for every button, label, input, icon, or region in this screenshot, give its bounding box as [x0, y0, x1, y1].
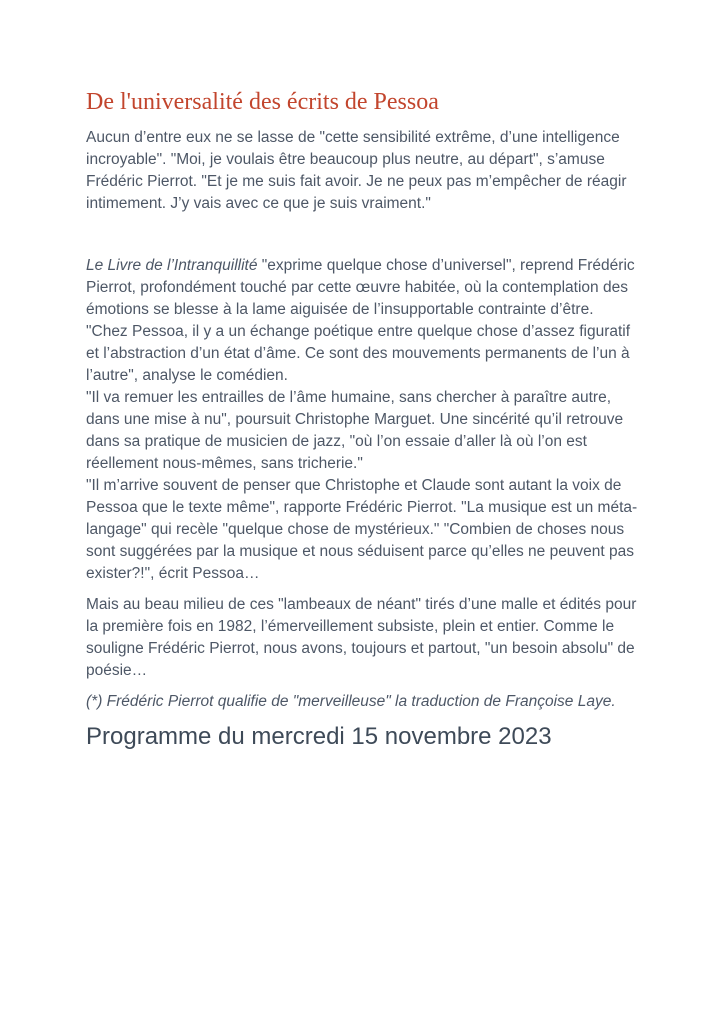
program-heading: Programme du mercredi 15 novembre 2023: [86, 722, 552, 750]
article-paragraph-2: [86, 255, 638, 387]
article-paragraph-4: [86, 475, 638, 585]
paragraph-text: Aucun d’entre eux ne se lasse de "cette sensibilité extrême, d’une intelligence incroyable". "Moi, je voulais être beaucoup plus neutre, au départ", s’amuse Frédéric Pierrot. "Et je me suis fait avoir. Je ne peux pas m’empêcher de réagir intimement. J’y vais avec ce que je suis vraiment.": [86, 128, 627, 212]
paragraph-text: Mais au beau milieu de ces "lambeaux de néant" tirés d’une malle et édités pour la première fois en 1982, l’émerveillement subsiste, plein et entier. Comme le souligne Frédéric Pierrot, nous avons, toujours et partout, "un besoin absolu" de poésie…: [86, 595, 637, 679]
paragraph-text: "exprime quelque chose d’universel", reprend Frédéric Pierrot, profondément touché par cette œuvre habitée, où la contemplation des émotions se blesse à la lame aiguisée de l’insupportable contrainte d’être. "Chez Pessoa, il y a un échange poétique entre quelque chose d’assez figuratif et l’abstraction d’un état d’âme. Ce sont des mouvements permanents de l’un à l’autre", analyse le comédien.: [86, 256, 635, 384]
article-title: De l'universalité des écrits de Pessoa: [86, 89, 439, 115]
article-paragraph-3: [86, 387, 638, 475]
article-paragraph-1: [86, 127, 638, 215]
paragraph-text: "Il va remuer les entrailles de l’âme humaine, sans chercher à paraître autre, dans une mise à nu", poursuit Christophe Marguet. Une sincérité qu’il retrouve dans sa pratique de musicien de jazz, "où l’on essaie d’aller là où l’on est réellement nous-mêmes, sans tricherie.": [86, 388, 624, 472]
article-footnote: (*) Frédéric Pierrot qualifie de "merveilleuse" la traduction de Françoise Laye.: [86, 692, 616, 710]
paragraph-text: "Il m’arrive souvent de penser que Christophe et Claude sont autant la voix de Pessoa que le texte même", rapporte Frédéric Pierrot. "La musique est un méta-langage" qui recèle "quelque chose de mystérieux." "Combien de choses nous sont suggérées par la musique et nous séduisent parce qu’elles ne peuvent pas exister?!", écrit Pessoa…: [86, 476, 638, 582]
book-title-italic: Le Livre de l’Intranquillité: [86, 256, 258, 274]
article-paragraph-5: [86, 594, 638, 682]
